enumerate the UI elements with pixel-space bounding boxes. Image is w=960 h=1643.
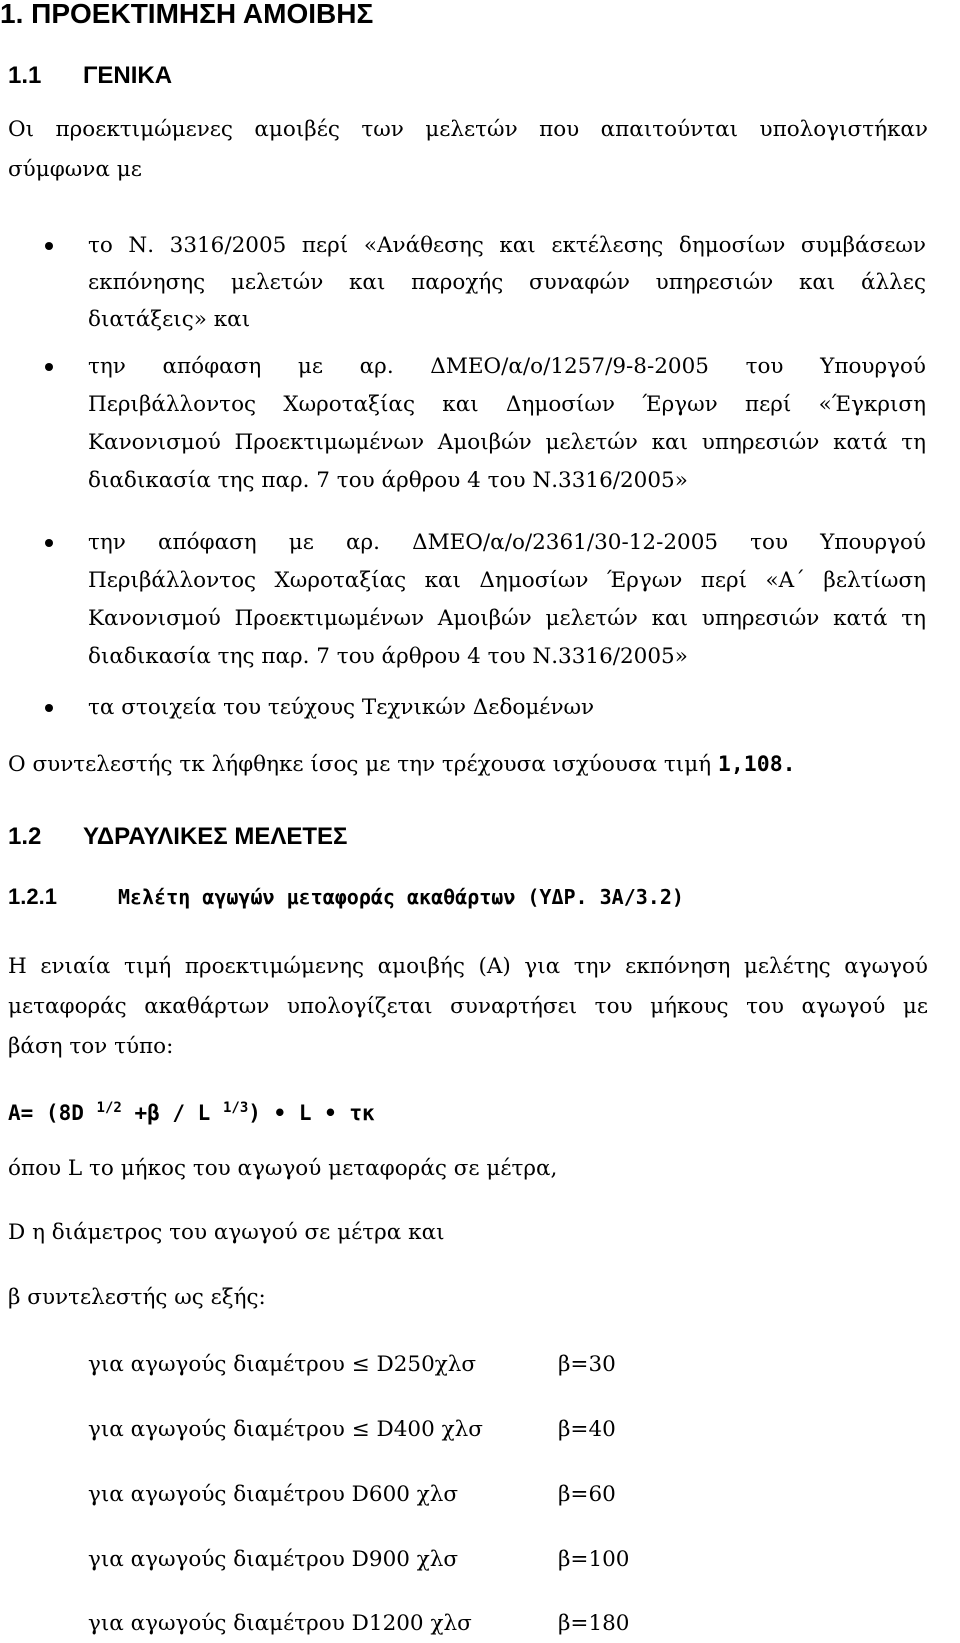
beta-row-value: β=100 — [558, 1547, 630, 1572]
beta-row-description: για αγωγούς διαμέτρου D900 χλσ — [88, 1547, 459, 1572]
bullet-line: τα στοιχεία του τεύχους Τεχνικών Δεδομένων — [88, 695, 595, 720]
coefficient-text: Ο συντελεστής τκ λήφθηκε ίσος με την τρέχουσα ισχύουσα τιμή — [8, 752, 718, 777]
paragraph-line: σύμφωνα με — [8, 157, 142, 182]
section-title: Μελέτη αγωγών μεταφοράς ακαθάρτων (ΥΔΡ. 3Α/3.2) — [118, 885, 684, 909]
section-number: 1.2 — [8, 823, 42, 850]
formula-part: ) • L • τκ — [248, 1101, 375, 1125]
definition-L: όπου L το μήκος του αγωγού μεταφοράς σε μέτρα, — [8, 1156, 558, 1181]
bullet-line: Περιβάλλοντος Χωροταξίας και Δημοσίων Έργων περί «Α΄ βελτίωση — [88, 568, 926, 593]
coefficient-value: 1,108. — [717, 752, 796, 777]
bullet-line: το Ν. 3316/2005 περί «Ανάθεσης και εκτέλεσης δημοσίων συμβάσεων — [88, 233, 926, 258]
bullet-line: την απόφαση με αρ. ΔΜΕΟ/α/ο/1257/9-8-2005 του Υπουργού — [88, 354, 926, 379]
bullet-line: εκπόνησης μελετών και παροχής συναφών υπηρεσιών και άλλες — [88, 270, 926, 295]
formula-exponent: 1/2 — [96, 1100, 122, 1116]
bullet-line: την απόφαση με αρ. ΔΜΕΟ/α/ο/2361/30-12-2005 του Υπουργού — [88, 530, 926, 555]
bullet-line: διατάξεις» και — [88, 307, 251, 332]
coefficient-sentence — [8, 751, 796, 779]
bullet-line: Περιβάλλοντος Χωροταξίας και Δημοσίων Έργων περί «Έγκριση — [88, 392, 926, 417]
formula-exponent: 1/3 — [222, 1100, 249, 1116]
section-number: 1.1 — [8, 62, 42, 89]
bullet-dot-icon — [45, 242, 53, 250]
beta-row-description: για αγωγούς διαμέτρου D600 χλσ — [88, 1482, 459, 1507]
bullet-line: Κανονισμού Προεκτιμωμένων Αμοιβών μελετών και υπηρεσιών κατά τη — [88, 430, 926, 455]
paragraph-line: μεταφοράς ακαθάρτων υπολογίζεται συναρτήσει του μήκους του αγωγού με — [8, 994, 928, 1019]
beta-row-description: για αγωγούς διαμέτρου D1200 χλσ — [88, 1611, 472, 1636]
beta-row-value: β=30 — [558, 1352, 616, 1377]
definition-beta: β συντελεστής ως εξής: — [8, 1285, 266, 1310]
section-title: ΓΕΝΙΚΑ — [83, 62, 173, 89]
fee-formula — [8, 1093, 375, 1128]
paragraph-line: Η ενιαία τιμή προεκτιμώμενης αμοιβής (Α) για την εκπόνηση μελέτης αγωγού — [8, 954, 928, 979]
bullet-dot-icon — [45, 363, 53, 371]
section-1-2-1-heading — [8, 883, 684, 911]
bullet-line: διαδικασία της παρ. 7 του άρθρου 4 του Ν.3316/2005» — [88, 644, 688, 669]
beta-row-value: β=60 — [558, 1482, 616, 1507]
bullet-line: διαδικασία της παρ. 7 του άρθρου 4 του Ν.3316/2005» — [88, 468, 688, 493]
intro-paragraph — [8, 110, 928, 190]
formula-part: +β / L — [121, 1101, 223, 1125]
paragraph-line: βάση τον τύπο: — [8, 1034, 174, 1059]
section-1-2-heading — [8, 823, 347, 851]
paragraph-line: Οι προεκτιμώμενες αμοιβές των μελετών που απαιτούνται υπολογιστήκαν — [8, 117, 928, 142]
fee-paragraph — [8, 947, 928, 1067]
bullet-dot-icon — [45, 704, 53, 712]
section-1-1-heading — [8, 62, 172, 90]
formula-part: A= (8D — [8, 1101, 97, 1125]
bullet-dot-icon — [45, 539, 53, 547]
beta-row-description: για αγωγούς διαμέτρου ≤ D400 χλσ — [88, 1417, 483, 1442]
beta-row-description: για αγωγούς διαμέτρου ≤ D250χλσ — [88, 1352, 477, 1377]
section-title: ΥΔΡΑΥΛΙΚΕΣ ΜΕΛΕΤΕΣ — [83, 823, 348, 850]
beta-row-value: β=180 — [558, 1611, 630, 1636]
heading-1: 1. ΠΡΟΕΚΤΙΜΗΣΗ ΑΜΟΙΒΗΣ — [0, 0, 374, 29]
bullet-line: Κανονισμού Προεκτιμωμένων Αμοιβών μελετών και υπηρεσιών κατά τη — [88, 606, 926, 631]
section-number: 1.2.1 — [8, 884, 57, 909]
definition-D: D η διάμετρος του αγωγού σε μέτρα και — [8, 1220, 445, 1245]
beta-row-value: β=40 — [558, 1417, 616, 1442]
